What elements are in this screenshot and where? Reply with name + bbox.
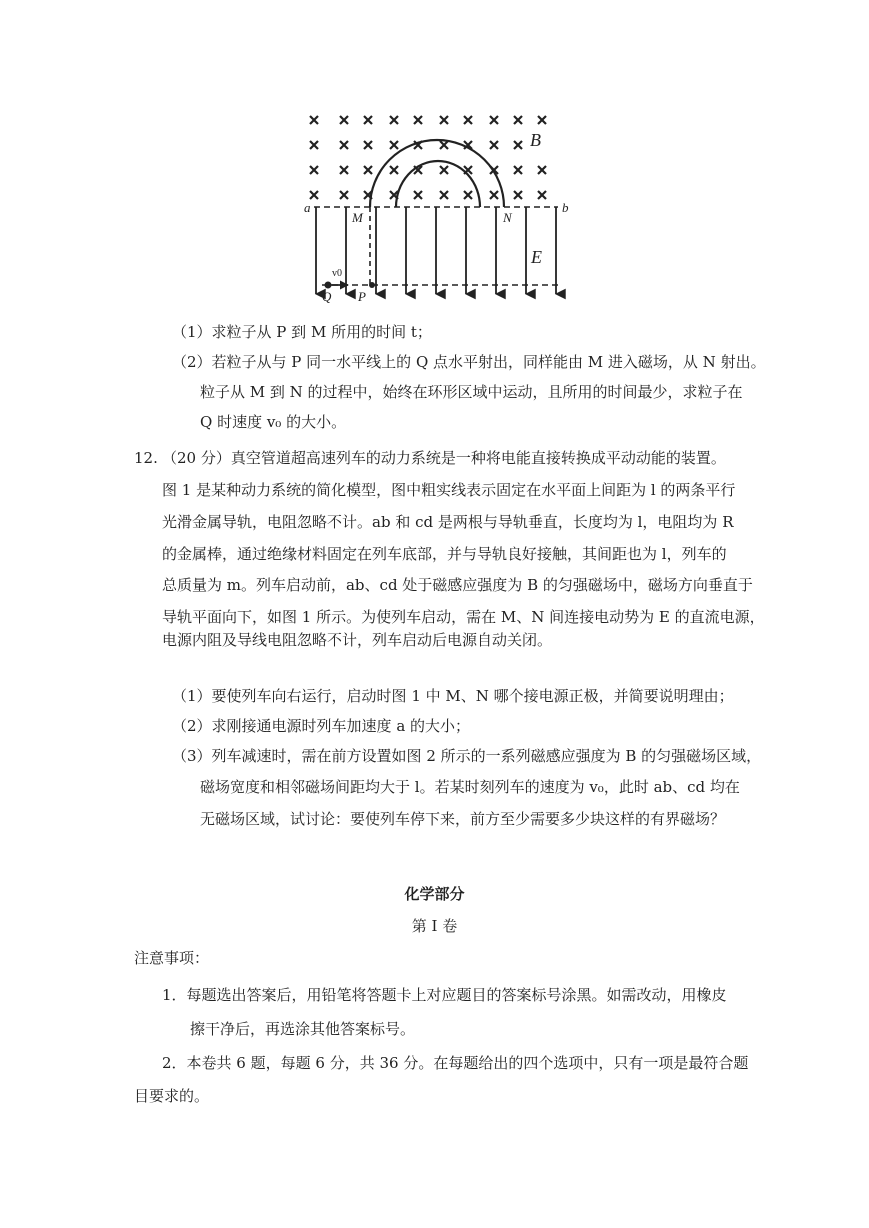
q11-part2-line1: （2）若粒子从与 P 同一水平线上的 Q 点水平射出，同样能由 M 进入磁场，从 N 射出。 bbox=[172, 353, 766, 371]
chem-volume: 第 I 卷 bbox=[411, 917, 458, 935]
q12-line-2: 光滑金属导轨，电阻忽略不计。ab 和 cd 是两根与导轨垂直，长度均为 l，电阻均为 R bbox=[162, 513, 734, 531]
notice-item-1-line2: 擦干净后，再选涂其他答案标号。 bbox=[190, 1020, 416, 1038]
chem-section-title: 化学部分 bbox=[404, 885, 465, 903]
q12-sub2: （2）求刚接通电源时列车加速度 a 的大小； bbox=[172, 717, 471, 735]
q12-line-5: 导轨平面向下，如图 1 所示。为使列车启动，需在 M、N 间连接电动势为 E 的直流电源， bbox=[162, 608, 765, 626]
q12-number: 12. bbox=[134, 449, 158, 467]
magnetic-field-figure bbox=[300, 108, 572, 308]
label-N: N bbox=[503, 210, 512, 225]
q11-part1: （1）求粒子从 P 到 M 所用的时间 t； bbox=[172, 323, 432, 341]
q12-line-3: 的金属棒，通过绝缘材料固定在列车底部，并与导轨良好接触，其间距也为 l，列车的 bbox=[162, 545, 727, 563]
notice-item-2-line1: 2．本卷共 6 题，每题 6 分，共 36 分。在每题给出的四个选项中，只有一项是最符合题 bbox=[162, 1054, 749, 1072]
notice-item-1-line1: 1．每题选出答案后，用铅笔将答题卡上对应题目的答案标号涂黑。如需改动，用橡皮 bbox=[162, 986, 727, 1004]
label-M: M bbox=[352, 210, 363, 225]
label-E: E bbox=[531, 247, 542, 267]
q12-sub3-line1: （3）列车减速时，需在前方设置如图 2 所示的一系列磁感应强度为 B 的匀强磁场区域， bbox=[172, 747, 762, 765]
label-b: b bbox=[562, 200, 569, 215]
q12-line-1: 图 1 是某种动力系统的简化模型，图中粗实线表示固定在水平面上间距为 l 的两条平行 bbox=[162, 481, 736, 499]
q12-sub1: （1）要使列车向右运行，启动时图 1 中 M、N 哪个接电源正极，并简要说明理由； bbox=[172, 687, 734, 705]
label-a: a bbox=[304, 200, 311, 215]
q12-sub3-line2: 磁场宽度和相邻磁场间距均大于 l。若某时刻列车的速度为 v₀，此时 ab、cd 均在 bbox=[200, 778, 740, 796]
label-Q: Q bbox=[322, 289, 332, 304]
q12-sub3-line3: 无磁场区域，试讨论：要使列车停下来，前方至少需要多少块这样的有界磁场？ bbox=[200, 810, 726, 828]
chem-notice-heading: 注意事项： bbox=[134, 949, 210, 967]
field-crosses bbox=[310, 116, 546, 199]
q12-line-0: （20 分）真空管道超高速列车的动力系统是一种将电能直接转换成平动动能的装置。 bbox=[162, 449, 726, 467]
q12-line-4: 总质量为 m。列车启动前，ab、cd 处于磁感应强度为 B 的匀强磁场中，磁场方向垂直于 bbox=[162, 576, 753, 594]
q12-line-6: 电源内阻及导线电阻忽略不计，列车启动后电源自动关闭。 bbox=[162, 631, 553, 649]
q11-part2-line2: 粒子从 M 到 N 的过程中，始终在环形区域中运动，且所用的时间最少，求粒子在 bbox=[200, 383, 743, 401]
label-v0: v0 bbox=[332, 268, 342, 279]
label-B: B bbox=[530, 130, 541, 150]
label-P: P bbox=[358, 289, 366, 304]
q11-part2-line3: Q 时速度 v₀ 的大小。 bbox=[200, 413, 347, 431]
notice-item-2-line2: 目要求的。 bbox=[134, 1087, 210, 1105]
